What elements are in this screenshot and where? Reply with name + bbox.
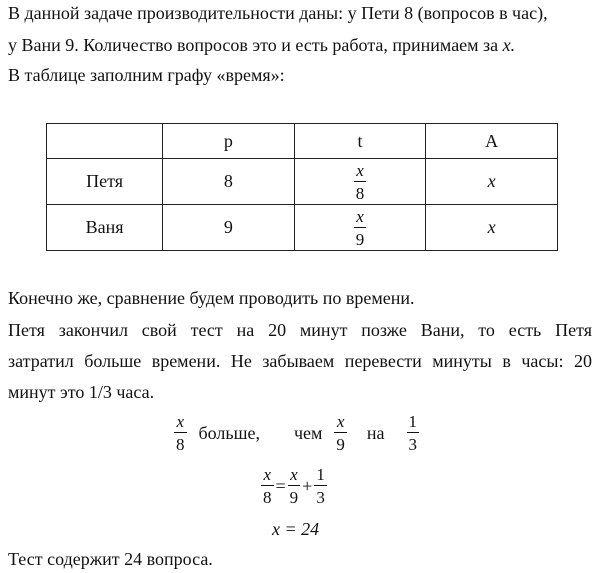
table-cell-a: x (426, 159, 558, 205)
plus-sign: + (302, 475, 313, 496)
fraction-numerator: x (354, 208, 367, 228)
conclusion: Тест содержит 24 вопроса. (8, 549, 213, 569)
speed-time-work-table (46, 123, 558, 251)
table-row (47, 159, 558, 205)
fraction-denominator: 9 (355, 229, 365, 249)
fraction-denominator: 9 (336, 435, 345, 454)
fraction (174, 413, 187, 453)
fraction-numerator: x (174, 413, 187, 433)
fraction (354, 208, 367, 248)
fraction (314, 466, 327, 506)
comparison-statement (174, 413, 419, 453)
fraction-numerator: x (354, 162, 367, 182)
result-equation: x = 24 (272, 519, 320, 539)
intro-line-3: В таблице заполним графу «время»: (8, 65, 285, 85)
equation (261, 466, 327, 506)
table-cell-t (294, 205, 426, 251)
paragraph-2-line-1: Петя закончил свой тест на 20 минут позже Вани, то есть Петя (8, 320, 592, 340)
fraction-denominator: 9 (289, 488, 299, 507)
fraction-numerator: x (288, 466, 301, 486)
fraction-denominator: 8 (176, 435, 185, 454)
fraction-denominator: 3 (408, 435, 418, 454)
fraction (261, 466, 274, 506)
table-header-cell: p (163, 124, 295, 159)
intro-line-2-var: x. (502, 35, 516, 55)
table-header-cell: t (294, 124, 426, 159)
paragraph-2-line-2: затратил больше времени. Не забываем перевести минуты в часы: 20 (8, 351, 592, 371)
fraction-numerator: 1 (408, 412, 418, 431)
table-cell-a: x (426, 205, 558, 251)
table-header-cell (47, 124, 163, 159)
fraction-numerator: 1 (316, 465, 325, 484)
table-cell-p: 9 (163, 205, 295, 251)
fraction (354, 162, 367, 202)
comparison-word: на (366, 422, 385, 443)
paragraph-2-line-3: минут это 1/3 часа. (8, 382, 155, 402)
fraction-denominator: 8 (355, 183, 365, 203)
fraction-denominator: 3 (316, 488, 325, 507)
equals-sign: = (275, 475, 286, 496)
fraction (407, 413, 420, 453)
fraction (334, 413, 347, 453)
comparison-word: больше, (198, 422, 260, 443)
intro-line-2-text: у Вани 9. Количество вопросов это и есть работа, принимаем за (8, 35, 499, 55)
fraction-numerator: x (334, 413, 347, 433)
comparison-word: чем (293, 422, 323, 443)
table-header-row (47, 124, 558, 159)
intro-line-1: В данной задаче производительности даны: у Пети 8 (вопросов в час), (8, 3, 548, 23)
table-cell-p: 8 (163, 159, 295, 205)
intro-line-2 (8, 34, 515, 56)
fraction-denominator: 8 (263, 488, 272, 507)
fraction-numerator: x (261, 466, 274, 486)
fraction (288, 466, 301, 506)
table-row (47, 205, 558, 251)
table-cell-name: Петя (47, 159, 163, 205)
paragraph-1: Конечно же, сравнение будем проводить по времени. (8, 288, 415, 308)
table-cell-name: Ваня (47, 205, 163, 251)
table-header-cell: A (426, 124, 558, 159)
table-cell-t (294, 159, 426, 205)
